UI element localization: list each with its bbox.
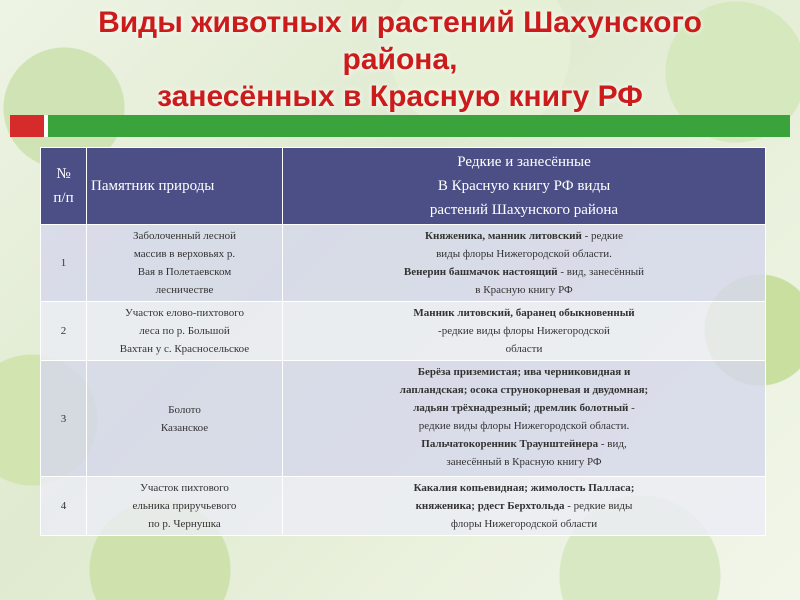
slide-title (0, 4, 800, 115)
monument-text-line: Вая в Полетаевском (137, 266, 232, 278)
species-name-bold: Пальчатокоренник Траунштейнера (421, 438, 599, 450)
divider-green-segment (48, 115, 790, 137)
monument-text-line: леса по р. Большой (139, 325, 230, 337)
species-text-line (287, 263, 761, 281)
row-number: 2 (41, 302, 87, 361)
row-number: 4 (41, 477, 87, 536)
monument-text-line: Вахтан у с. Красносельское (119, 343, 250, 355)
species-name-bold: лапландская; осока струнокорневая и двудомная; (399, 384, 649, 396)
table-row (41, 361, 766, 477)
species-text-line (287, 227, 761, 245)
monument-text-line: массив в верховьях р. (133, 248, 236, 260)
table-row (41, 477, 766, 536)
species-text-line (287, 435, 761, 453)
species-description: - редкие виды (564, 500, 633, 512)
decorative-divider-bar (10, 115, 790, 137)
table-row (41, 225, 766, 302)
species-description: области (505, 343, 543, 355)
species-text-line (287, 245, 761, 263)
species-name-bold: ладьян трёхнадрезный; дремлик болотный (413, 402, 629, 414)
species-text-line (287, 381, 761, 399)
species-name-bold: Княженика, манник литовский (425, 230, 582, 242)
species-description: - вид, занесённый (557, 266, 645, 278)
species-cell (283, 477, 766, 536)
species-text-line (287, 340, 761, 358)
species-text-line (287, 479, 761, 497)
species-description: занесённый в Красную книгу РФ (446, 456, 602, 468)
monument-text-line: Заболоченный лесной (132, 230, 237, 242)
species-description: - вид, (598, 438, 627, 450)
species-text-line (287, 515, 761, 533)
species-name-bold: Какалия копьевидная; жимолость Палласа; (413, 482, 635, 494)
species-name-bold: Манник литовский, баранец обыкновенный (413, 307, 635, 319)
row-number: 1 (41, 225, 87, 302)
monument-text-line: по р. Чернушка (148, 518, 221, 530)
title-line-3: занесённых в Красную книгу РФ (157, 80, 643, 113)
monument-text-line: ельника приручьевого (132, 500, 237, 512)
natural-monument-cell (87, 302, 283, 361)
species-name-bold: Венерин башмачок настоящий (403, 266, 558, 278)
title-line-2: района, (342, 43, 458, 76)
table-row (41, 302, 766, 361)
species-text-line (287, 417, 761, 435)
table-header-row (41, 148, 766, 225)
header-monument: Памятник природы (87, 148, 283, 225)
natural-monument-cell (87, 225, 283, 302)
species-cell (283, 361, 766, 477)
species-name-bold: княженика; рдест Берхтольда (415, 500, 565, 512)
species-description: - редкие (581, 230, 623, 242)
species-table (40, 147, 766, 536)
divider-red-segment (10, 115, 44, 137)
header-species: Редкие и занесённые В Красную книгу РФ виды растений Шахунского района (283, 148, 766, 225)
monument-text-line: лесничестве (155, 284, 214, 296)
species-description: - (628, 402, 635, 414)
row-number: 3 (41, 361, 87, 477)
species-cell (283, 225, 766, 302)
species-text-line (287, 497, 761, 515)
species-name-bold: Берёза приземистая; ива черниковидная и (417, 366, 631, 378)
species-description: флоры Нижегородской области (450, 518, 598, 530)
monument-text-line: Участок пихтового (140, 482, 229, 494)
species-description: в Красную книгу РФ (475, 284, 573, 296)
species-description: виды флоры Нижегородской области. (436, 248, 612, 260)
species-description: редкие виды флоры Нижегородской области. (418, 420, 630, 432)
species-text-line (287, 322, 761, 340)
header-number: № п/п (41, 148, 87, 225)
species-text-line (287, 363, 761, 381)
title-line-1: Виды животных и растений Шахунского (98, 6, 702, 39)
species-text-line (287, 304, 761, 322)
species-description: -редкие виды флоры Нижегородской (438, 325, 610, 337)
monument-text-line: Болото (168, 403, 201, 416)
natural-monument-cell (87, 361, 283, 477)
species-text-line (287, 399, 761, 417)
monument-text-line: Казанское (160, 421, 209, 434)
species-text-line (287, 453, 761, 471)
species-cell (283, 302, 766, 361)
natural-monument-cell (87, 477, 283, 536)
species-text-line (287, 281, 761, 299)
monument-text-line: Участок елово-пихтового (124, 307, 244, 319)
